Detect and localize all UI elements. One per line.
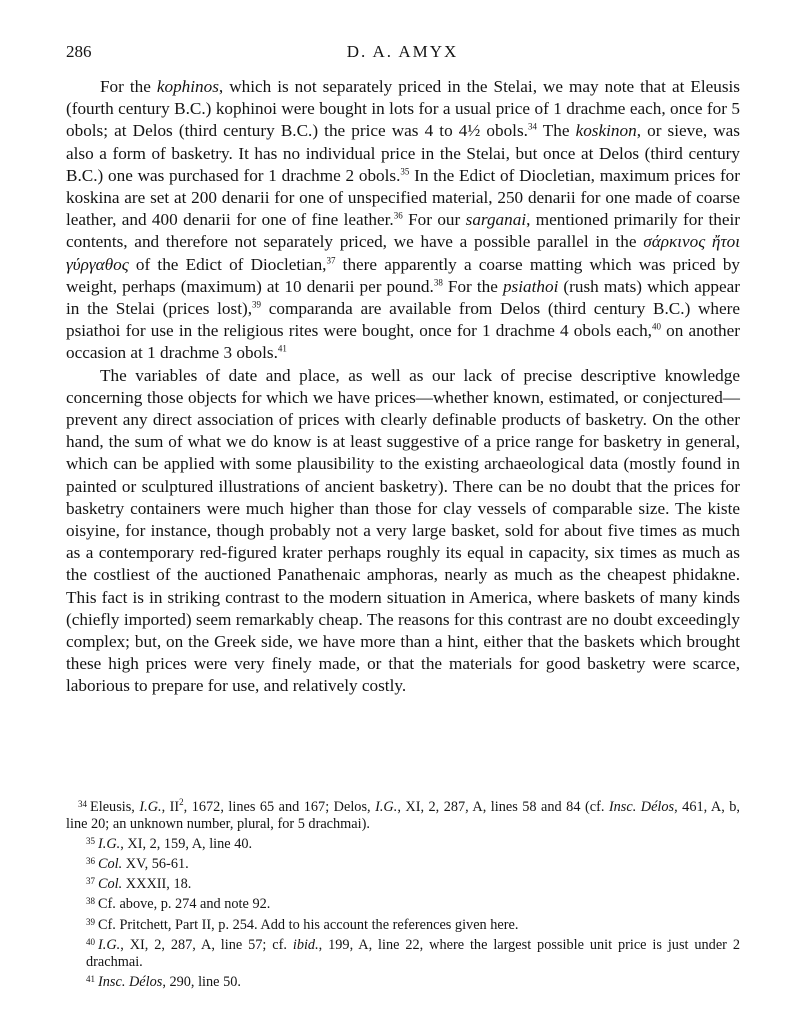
text-run: , 199, A, line 22, where the largest possible unit price is just under 2 drachmai. <box>86 936 740 970</box>
text-run: For the <box>442 276 503 296</box>
text-run: Cf. above, p. 274 and note 92. <box>98 896 271 913</box>
small-caps-text: B.C. <box>653 299 685 319</box>
italic-text: psiathoi <box>502 276 559 296</box>
text-run: comparanda are available from Delos (third century <box>261 299 654 319</box>
small-caps-text: B.C. <box>174 99 206 119</box>
note-reference: 39 <box>252 299 262 310</box>
text-run: , 290, line 50. <box>162 973 241 990</box>
main-text <box>66 76 740 698</box>
italic-text: I.G. <box>139 799 162 815</box>
text-run: , II <box>161 799 180 815</box>
footnote-number: 37 <box>86 876 95 887</box>
footnote <box>66 833 740 853</box>
small-caps-text: B.C. <box>66 165 98 185</box>
body-paragraph <box>66 76 740 365</box>
italic-text: ibid. <box>292 936 319 953</box>
italic-text: I.G. <box>98 936 121 953</box>
text-run: , XI, 2, 159, A, line 40. <box>120 836 253 853</box>
footnote <box>66 971 740 991</box>
footnotes <box>66 796 740 991</box>
text-run: , 461, A, b, line 20; an unknown number, plural, for 5 drachmai). <box>66 799 740 833</box>
page-header <box>66 42 739 66</box>
small-caps-text: B.C. <box>280 121 313 141</box>
italic-text: Insc. Délos <box>608 799 675 815</box>
footnote-number: 39 <box>86 916 95 927</box>
text-run: , or sieve, was also a form of basketry. It has no individual price in the Stelai, but once at Delos (third century <box>66 121 740 163</box>
footnote-number: 41 <box>86 973 95 984</box>
text-run: For our <box>402 210 466 230</box>
italic-text: kophinos <box>156 77 219 96</box>
footnote-number: 36 <box>86 856 95 867</box>
note-reference: 36 <box>393 210 403 221</box>
text-run: The <box>536 121 576 141</box>
text-run: Eleusis, <box>90 799 140 815</box>
footnote <box>66 914 740 934</box>
footnote <box>66 873 740 893</box>
text-run: , mentioned primarily for their contents, and therefore not separately priced, we have a possible parallel in the <box>66 210 740 252</box>
text-run: XV, 56-61. <box>122 856 189 873</box>
text-run: on another occasion at 1 drachme 3 obols. <box>66 321 741 363</box>
note-reference: 37 <box>326 254 336 265</box>
italic-text: I.G. <box>98 836 121 853</box>
footnote <box>66 796 740 833</box>
text-run: , 1672, lines 65 and 167; Delos, <box>183 799 376 815</box>
note-reference: 2 <box>179 797 184 808</box>
text-run: Cf. Pritchett, Part II, p. 254. Add to his account the references given here. <box>98 916 519 933</box>
text-run: XXXII, 18. <box>122 876 192 893</box>
footnote <box>66 934 740 971</box>
text-run: The variables of date and place, as well as our lack of precise descriptive knowledge concerning those objects for which we have prices—whether known, estimated, or conjectured—prevent any direct association of prices with clearly definable products of basketry. On the other hand, the sum of what we do know is at least suggestive of a price range for basketry in general, which can be applied with some plausibility to the existing archaeological data (mostly found in painted or sculptured illustrations of ancient basketry). There can be no doubt that the prices for basketry containers were much higher than those for clay vessels of comparable size. The kiste oisyine, for instance, though probably not a very large basket, sold for about five times as much as a contemporary red-figured krater perhaps roughly its equal in capacity, six times as much as the costliest of the auctioned Panathenaic amphoras, nearly as much as the cheapest phidakne. This fact is in striking contrast to the modern situation in America, where baskets of many kinds (chiefly imported) seem remarkably cheap. The reasons for this contrast are no doubt exceedingly complex; but, on the Greek side, we have more than a hint, either that the baskets which brought these high prices were very finely made, or that the materials for good basketry were scarce, laborious to prepare for use, and relatively costly. <box>66 365 740 696</box>
italic-text: I.G. <box>375 799 398 815</box>
italic-text: Col. <box>98 876 123 893</box>
note-reference: 35 <box>400 166 410 177</box>
text-run: (rush mats) which appear in the Stelai (prices lost), <box>66 276 741 319</box>
italic-text: sarganai <box>465 210 527 230</box>
text-run: ) kophinoi were bought in lots for a usual price of 1 drachme each, once for 5 obols; at Delos (third century <box>66 99 740 141</box>
footnote-number: 34 <box>78 799 87 809</box>
running-head: D. A. AMYX <box>346 42 459 61</box>
italic-text: σάρκινος ἤτοι γύργαθος <box>66 232 740 274</box>
footnote <box>66 853 740 873</box>
text-run: of the Edict of Diocletian, <box>128 254 327 274</box>
italic-text: Insc. Délos <box>98 973 163 990</box>
note-reference: 41 <box>277 343 287 354</box>
note-reference: 38 <box>433 277 443 288</box>
text-run: ) the price was 4 to 4½ obols. <box>312 121 528 141</box>
page-number: 286 <box>66 42 92 61</box>
footnote <box>66 893 740 913</box>
text-run: ) where psiathoi for use in the religious rites were bought, once for 1 drachme 4 obols each, <box>66 299 740 341</box>
text-run: there apparently a coarse matting which was priced by weight, perhaps (maximum) at 10 denarii per pound. <box>66 254 741 296</box>
note-reference: 40 <box>651 321 661 332</box>
text-run: , which is not separately priced in the Stelai, we may note that at Eleusis (fourth century <box>66 77 740 119</box>
text-run: ) one was purchased for 1 drachme 2 obols. <box>97 165 401 185</box>
text-run: , XI, 2, 287, A, line 57; cf. <box>120 936 293 953</box>
text-run: In the Edict of Diocletian, maximum prices for koskina are set at 200 denarii for one of unspecified material, 250 denarii for one made of coarse leather, and 400 denarii for one of fine leather. <box>66 165 740 230</box>
footnote-number: 35 <box>86 836 95 847</box>
text-run: , XI, 2, 287, A, lines 58 and 84 (cf. <box>397 799 609 815</box>
footnote-number: 38 <box>86 896 95 907</box>
italic-text: Col. <box>98 856 123 873</box>
footnote-number: 40 <box>86 936 95 947</box>
note-reference: 34 <box>527 121 537 132</box>
italic-text: koskinon <box>575 121 637 141</box>
body-paragraph <box>66 365 740 698</box>
text-run: For the <box>100 77 157 96</box>
